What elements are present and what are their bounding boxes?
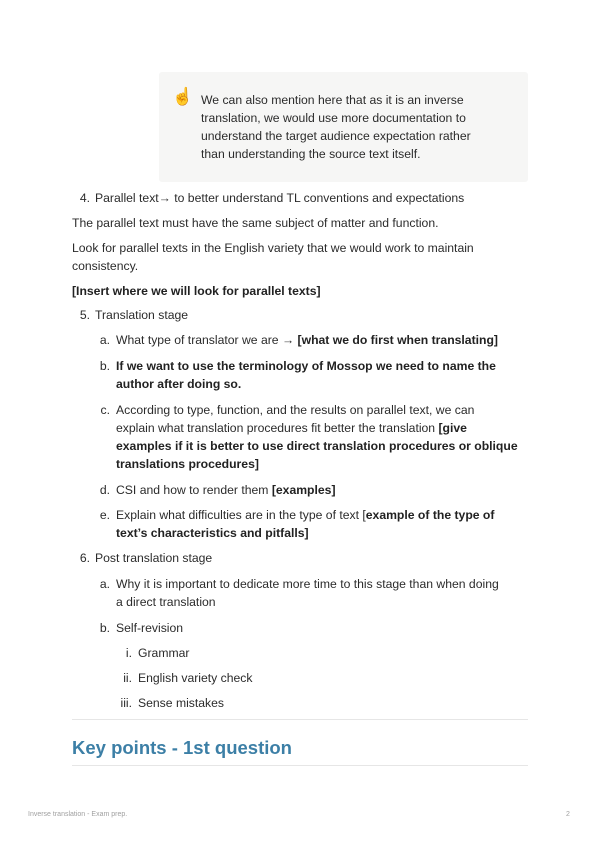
list-roman: ii.: [123, 671, 132, 685]
bold-span: examples if it is better to use direct translation procedures or oblique: [116, 439, 518, 453]
text-line: [116, 455, 536, 473]
list-letter: b.: [99, 621, 110, 635]
section-heading: Key points - 1st question: [72, 737, 292, 758]
list-item-text: Sense mistakes: [138, 696, 225, 710]
list-item-text: [116, 331, 536, 349]
callout-line: than understanding the source text itself.: [201, 147, 421, 161]
list-item-text: [116, 506, 536, 542]
list-item-text: Grammar: [138, 646, 190, 660]
bold-span: [what we do first when translating]: [297, 333, 498, 347]
bold-span: [give: [438, 421, 467, 435]
text-span: What type of translator we are →: [116, 333, 298, 347]
list-letter: c.: [100, 403, 110, 417]
paragraph: [72, 239, 532, 275]
list-letter: e.: [99, 508, 110, 522]
list-item-text: [116, 575, 536, 611]
callout-line: understand the target audience expectation rather: [201, 129, 471, 143]
list-roman: iii.: [120, 696, 132, 710]
callout-line: We can also mention here that as it is an inverse: [201, 93, 464, 107]
list-item-text: [116, 357, 536, 393]
list-letter: d.: [99, 483, 110, 497]
text-span: explain what translation procedures fit better the translation: [116, 421, 439, 435]
divider: [72, 719, 528, 720]
list-item-text: Post translation stage: [95, 551, 213, 565]
list-item-text: Parallel text→ to better understand TL conventions and expectations: [95, 191, 465, 205]
text-line: If we want to use the terminology of Mossop we need to name the: [116, 359, 496, 373]
text-line: [116, 524, 536, 542]
list-number: 5.: [79, 308, 90, 322]
text-line: [116, 506, 536, 524]
text-line: Why it is important to dedicate more time to this stage than when doing: [116, 577, 499, 591]
bold-span: text’s characteristics and pitfalls]: [116, 526, 309, 540]
text-line: author after doing so.: [116, 377, 242, 391]
page-number: 2: [566, 811, 570, 818]
list-letter: a.: [99, 333, 110, 347]
list-item-text: [116, 401, 536, 473]
text-span: CSI and how to render them: [116, 483, 272, 497]
text-line: [116, 419, 536, 437]
list-roman: i.: [125, 646, 132, 660]
footer-title: Inverse translation - Exam prep.: [28, 811, 128, 818]
list-number: 6.: [79, 551, 90, 565]
list-letter: a.: [99, 577, 110, 591]
list-item-text: English variety check: [138, 671, 253, 685]
divider: [72, 765, 528, 766]
paragraph: The parallel text must have the same subject of matter and function.: [72, 216, 439, 230]
callout-line: translation, we would use more documentation to: [201, 111, 466, 125]
list-letter: b.: [99, 359, 110, 373]
text-span: Explain what difficulties are in the type of text [: [116, 508, 366, 522]
bold-span: [examples]: [271, 483, 336, 497]
list-number: 4.: [79, 191, 90, 205]
callout-text: [201, 91, 502, 163]
text-line: a direct translation: [116, 595, 216, 609]
list-item-text: Translation stage: [95, 308, 189, 322]
bold-span: example of the type of: [365, 508, 495, 522]
paragraph-bold: [Insert where we will look for parallel texts]: [72, 284, 321, 298]
paragraph-line: consistency.: [72, 259, 139, 273]
text-line: [116, 437, 536, 455]
list-item-text: [116, 481, 536, 499]
text-line: According to type, function, and the results on parallel text, we can: [116, 403, 475, 417]
bold-span: translations procedures]: [116, 457, 259, 471]
pointing-up-hand-icon: ☝️: [172, 87, 194, 106]
paragraph-line: Look for parallel texts in the English variety that we would work to maintain: [72, 241, 474, 255]
list-item-text: Self-revision: [116, 621, 184, 635]
callout-box: [159, 72, 528, 182]
